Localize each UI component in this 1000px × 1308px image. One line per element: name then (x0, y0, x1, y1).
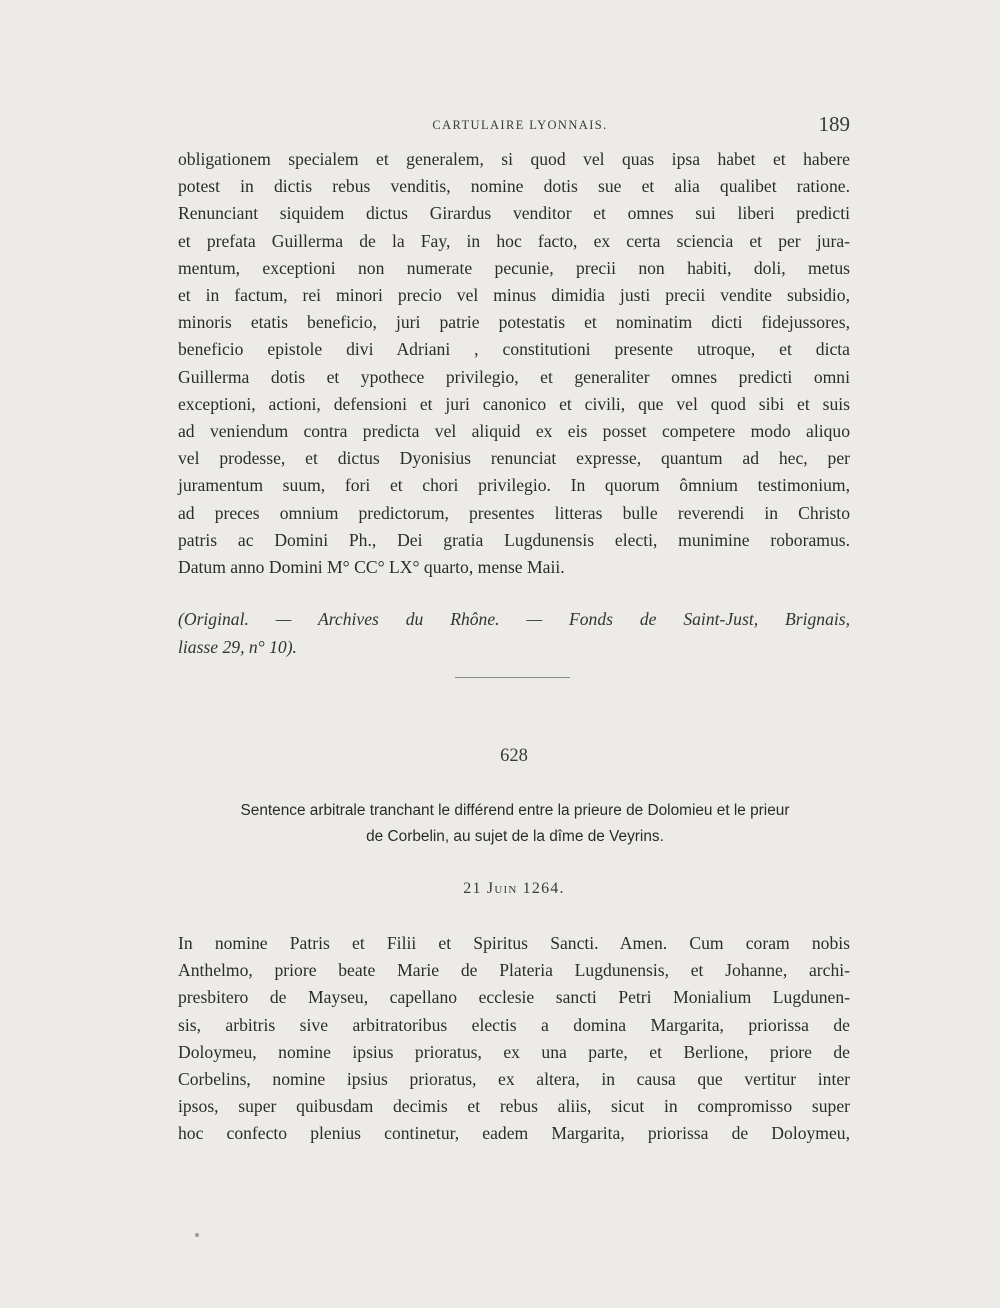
charter-date: 21 Juin 1264. (463, 880, 565, 897)
text-line: presbitero de Mayseu, capellano ecclesie sancti Petri Monialium Lugdunen- (178, 987, 850, 1008)
text-line: obligationem specialem et generalem, si quod vel quas ipsa habet et habere (178, 149, 850, 169)
text-line: sis, arbitris sive arbitratoribus electis a domina Margarita, priorissa de (178, 1014, 850, 1035)
text-line: Anthelmo, priore beate Marie de Plateria Lugdunensis, et Johanne, archi- (178, 960, 850, 981)
text-line: Renunciant siquidem dictus Girardus venditor et omnes sui liberi predicti (178, 203, 850, 224)
text-line: juramentum suum, fori et chori privilegio. In quorum ômnium testimonium, (178, 475, 850, 496)
running-header (178, 110, 850, 140)
text-line: Corbelins, nomine ipsius prioratus, ex altera, in causa que vertitur inter (178, 1069, 850, 1090)
text-line: Doloymeu, nomine ipsius prioratus, ex una parte, et Berlione, priore de (178, 1041, 850, 1062)
text-line: Datum anno Domini M° CC° LX° quarto, mense Maii. (178, 557, 565, 578)
text-line: beneficio epistole divi Adriani , constitutioni presente utroque, et dicta (178, 339, 850, 360)
charter-title (170, 798, 860, 850)
charter-628-text (178, 930, 850, 1148)
text-line: Guillerma dotis et ypothece privilegio, et generaliter omnes predicti omni (178, 366, 850, 387)
section-divider (455, 677, 570, 678)
citation-line: liasse 29, n° 10). (178, 637, 297, 657)
text-line: ad preces omnium predictorum, presentes litteras bulle reverendi in Christo (178, 502, 850, 523)
source-citation (178, 605, 850, 661)
running-title: CARTULAIRE LYONNAIS. (432, 118, 608, 132)
text-line: In nomine Patris et Filii et Spiritus Sancti. Amen. Cum coram nobis (178, 933, 850, 953)
text-line: mentum, exceptioni non numerate pecunie, precii non habiti, doli, metus (178, 257, 850, 278)
text-line: vel prodesse, et dictus Dyonisius renunciat expresse, quantum ad hec, per (178, 448, 850, 469)
title-line: Sentence arbitrale tranchant le différend entre la prieure de Dolomieu et le prieur (240, 802, 790, 819)
charter-627-text (178, 146, 850, 581)
text-line: minoris etatis beneficio, juri patrie potestatis et nominatim dicti fidejussores, (178, 312, 850, 333)
paper-speck (195, 1233, 199, 1237)
text-line: ad veniendum contra predicta vel aliquid ex eis posset competere modo aliquo (178, 421, 850, 442)
text-line: hoc confecto plenius continetur, eadem Margarita, priorissa de Doloymeu, (178, 1123, 850, 1144)
text-line: exceptioni, actioni, defensioni et juri canonico et civili, que vel quod sibi et suis (178, 393, 850, 414)
text-line: ipsos, super quibusdam decimis et rebus aliis, sicut in compromisso super (178, 1096, 850, 1117)
title-line: de Corbelin, au sujet de la dîme de Veyrins. (366, 828, 664, 845)
citation-line: (Original. — Archives du Rhône. — Fonds de Saint-Just, Brignais, (178, 609, 850, 629)
text-line: et prefata Guillerma de la Fay, in hoc facto, ex certa sciencia et per jura- (178, 230, 850, 251)
page-number: 189 (818, 112, 850, 136)
charter-number: 628 (500, 746, 528, 766)
text-line: patris ac Domini Ph., Dei gratia Lugdunensis electi, munimine roboramus. (178, 529, 850, 550)
text-line: et in factum, rei minori precio vel minus dimidia justi precii vendite subsidio, (178, 285, 850, 306)
text-line: potest in dictis rebus venditis, nomine dotis sue et alia qualibet ratione. (178, 176, 850, 197)
